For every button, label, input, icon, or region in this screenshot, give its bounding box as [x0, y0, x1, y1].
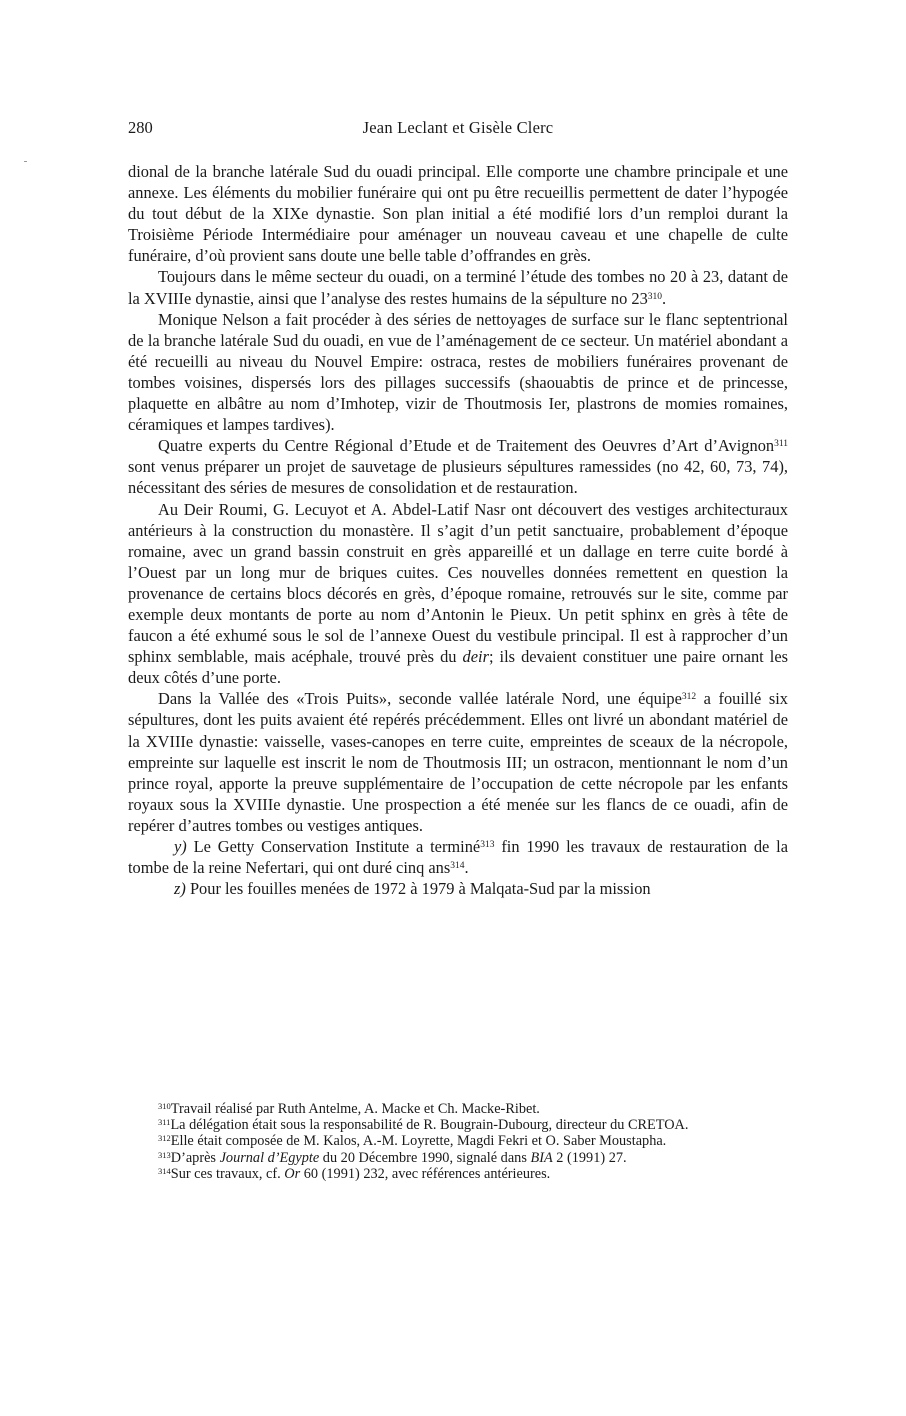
footnote-number: 313: [158, 1149, 171, 1160]
footnote-italic-1: Journal d’Egypte: [219, 1149, 320, 1166]
paragraph-6-text-a: Dans la Vallée des «Trois Puits», seconde vallée latérale Nord, une équipe: [158, 689, 682, 709]
page-number: 280: [128, 118, 153, 137]
paragraph-8-text: Pour les fouilles menées de 1972 à 1979 à Malqata-Sud par la mission: [185, 879, 651, 899]
footnote-310: [128, 1101, 788, 1117]
paragraph-4-text-b: sont venus préparer un projet de sauvetage de plusieurs sépultures ramessides (no 42, 60, 73, 74), nécessitant des séries de mesures de consolidation et de restauration.: [128, 457, 788, 498]
footnote-italic-1: Or: [284, 1165, 301, 1182]
footnote-ref-313[interactable]: 313: [480, 840, 495, 850]
footnote-ref-312[interactable]: 312: [681, 692, 697, 703]
paragraph-2-end: .: [662, 288, 667, 308]
paragraph-7-label: y): [174, 837, 187, 856]
footnote-number: 312: [158, 1133, 171, 1144]
footnote-312: [128, 1133, 788, 1149]
footnote-314: [128, 1166, 788, 1182]
footnote-number: 310: [158, 1101, 171, 1111]
paragraph-4-text-a: Quatre experts du Centre Régional d’Etude et de Traitement des Oeuvres d’Art d’Avignon: [158, 436, 775, 456]
footnote-text: Travail réalisé par Ruth Antelme, A. Macke et Ch. Macke-Ribet.: [170, 1101, 540, 1117]
paragraph-7: [128, 836, 788, 878]
paragraph-5-italic: deir: [462, 647, 489, 667]
footnote-311: [128, 1117, 788, 1133]
footnote-ref-314[interactable]: 314: [450, 861, 465, 872]
paragraph-6-text-b: a fouillé six sépultures, dont les puits avaient été repérés précédemment. Elles ont livré un abondant matériel de la XVIIIe dynastie: vaisselle, vases-canopes en terre cuite, empreintes de sceaux de la nécropole, empreinte sur laquelle est inscrit le nom de Thoutmosis III; un ostracon, mentionnant le nom d’un prince royal, apporte la preuve supplémentaire de l’occupation de cette nécropole par les enfants royaux sous la XVIIIe dynastie. Une prospection a été menée sur les flancs de ce ouadi, afin de repérer d’autres tombes ou vestiges antiques.: [128, 689, 788, 835]
paragraph-8-label: z): [174, 879, 186, 899]
footnote-text: La délégation était sous la responsabilité de R. Bougrain-Dubourg, directeur du CRETOA.: [170, 1117, 689, 1134]
paragraph-7-text-b: fin 1990 les travaux de restauration de la tombe de la reine Nefertari, qui ont duré cinq ans: [128, 837, 789, 878]
paragraph-8: [128, 878, 788, 899]
paragraph-5-text-b: ; ils devaient constituer une paire ornant les deux côtés d’une porte.: [128, 647, 788, 688]
footnote-text-b: du 20 Décembre 1990, signalé dans: [319, 1149, 531, 1166]
footnote-text-c: 2 (1991) 27.: [552, 1149, 627, 1166]
footnote-313: [128, 1150, 788, 1166]
footnote-text-a: D’après: [170, 1149, 220, 1166]
footnote-text-a: Sur ces travaux, cf.: [170, 1165, 285, 1182]
paragraph-3: [128, 309, 788, 436]
footnote-text: Elle était composée de M. Kalos, A.-M. Loyrette, Magdi Fekri et O. Saber Moustapha.: [170, 1133, 667, 1150]
margin-mark: [24, 161, 27, 162]
footnote-italic-2: BIA: [530, 1149, 553, 1166]
paragraph-7-text-c: .: [464, 858, 469, 878]
body-text: [128, 161, 788, 899]
page-header: [128, 118, 788, 142]
footnote-number: 311: [158, 1117, 171, 1128]
footnotes: [128, 1101, 788, 1182]
paragraph-5: [128, 499, 788, 689]
paragraph-2-text: Toujours dans le même secteur du ouadi, on a terminé l’étude des tombes no 20 à 23, datant de la XVIIIe dynastie, ainsi que l’analyse des restes humains de la sépulture no 23: [128, 267, 788, 308]
paragraph-1: [128, 161, 788, 266]
footnote-number: 314: [158, 1165, 171, 1176]
paragraph-7-text-a: Le Getty Conservation Institute a terminé: [186, 837, 481, 856]
footnote-ref-310[interactable]: 310: [647, 291, 663, 302]
paragraph-5-text-a: Au Deir Roumi, G. Lecuyot et A. Abdel-Latif Nasr ont découvert des vestiges architecturaux antérieurs à la construction du monastère. Il s’agit d’un petit sanctuaire, probablement d’époque romaine, avec un grand bassin construit en grès appareillé et un dallage en terre cuite bordé à l’Ouest par un long mur de briques cuites. Ces nouvelles données remettent en question la provenance de certains blocs décorés en grès, d’époque romaine, retrouvés sur le site, comme par exemple deux montants de porte au nom d’Antonin le Pieux. Un petit sphinx en grès à tête de faucon a été exhumé sous le sol de l’annexe Ouest du vestibule principal. Il est à rapprocher d’un sphinx semblable, mais acéphale, trouvé près du: [128, 499, 788, 667]
footnote-ref-311[interactable]: 311: [774, 439, 788, 450]
paragraph-2: [128, 266, 788, 308]
footnote-text-b: 60 (1991) 232, avec références antérieures.: [300, 1165, 551, 1182]
running-title: Jean Leclant et Gisèle Clerc: [362, 118, 554, 137]
paragraph-4: [128, 435, 788, 498]
paragraph-1-text: dional de la branche latérale Sud du ouadi principal. Elle comporte une chambre principale et une annexe. Les éléments du mobilier funéraire qui ont pu être recueillis permettent de dater l’hypogée du tout début de la XIXe dynastie. Son plan initial a été modifié lors d’un remploi durant la Troisième Période Intermédiaire pour aménager un nouveau caveau et une chapelle de culte funéraire, d’où provient sans doute une belle table d’offrandes en grès.: [128, 162, 788, 266]
paragraph-3-text: Monique Nelson a fait procéder à des séries de nettoyages de surface sur le flanc septentrional de la branche latérale Sud du ouadi, en vue de l’aménagement de ce secteur. Un matériel abondant a été recueilli au niveau du Nouvel Empire: ostraca, restes de mobiliers funéraires provenant de tombes voisines, dispersés lors des pillages successifs (shaouabtis de prince et de princesse, plaquette en albâtre au nom d’Imhotep, vizir de Thoutmosis Ier, plastrons de momies romaines, céramiques et lampes tardives).: [128, 309, 788, 435]
paragraph-6: [128, 688, 788, 836]
